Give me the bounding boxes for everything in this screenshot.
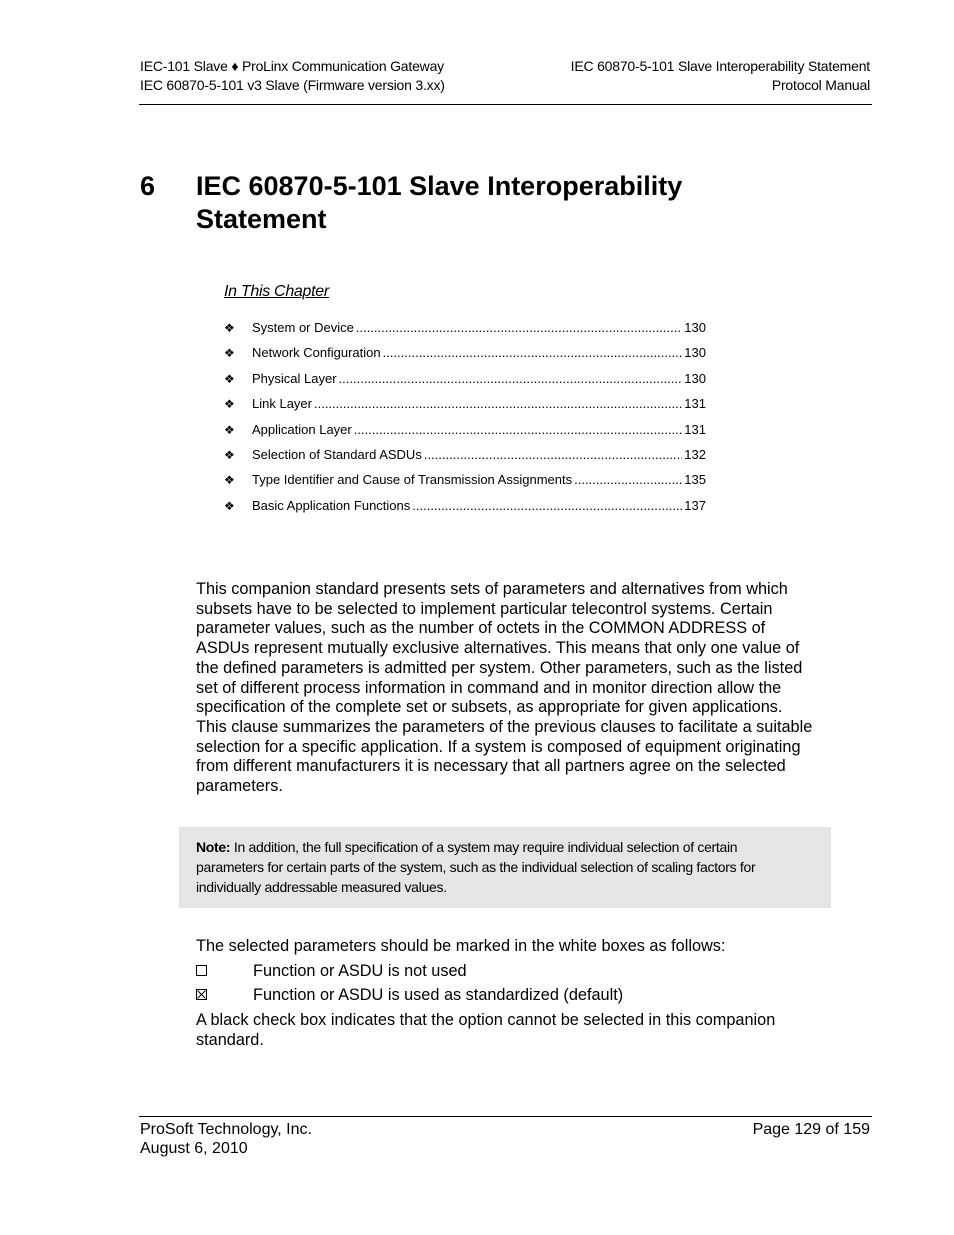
toc-item[interactable] [224,422,706,447]
note-label: Note: [196,839,231,855]
toc-leader-dots [339,371,683,386]
chapter-title [196,170,796,236]
footer-divider [139,1116,872,1117]
toc-item-page: 131 [684,396,706,412]
footer-company: ProSoft Technology, Inc. [140,1121,312,1138]
diamond-bullet-icon: ❖ [224,422,235,437]
toc-leader-dots [424,447,682,462]
header-firmware-line: IEC 60870-5-101 v3 Slave (Firmware version 3.xx) [140,77,445,93]
chapter-title-line-2: Statement [196,204,327,234]
diamond-bullet-icon: ❖ [224,397,235,412]
diamond-bullet-icon: ❖ [224,447,235,462]
toc-item-title[interactable]: Selection of Standard ASDUs [252,446,422,462]
in-this-chapter-heading: In This Chapter [224,283,329,300]
empty-checkbox-icon [196,965,207,976]
toc-item-page: 131 [684,421,706,437]
selection-intro: The selected parameters should be marked in the white boxes as follows: [196,937,726,955]
closing-paragraph: A black check box indicates that the option cannot be selected in this companion standard. [196,1011,776,1049]
toc-item-title[interactable]: Link Layer [252,396,312,412]
diamond-bullet-icon: ❖ [224,371,235,386]
diamond-bullet-icon: ❖ [224,321,235,335]
footer-date: August 6, 2010 [140,1140,248,1157]
toc-leader-dots [356,320,682,335]
footer-left [140,1120,312,1158]
toc-item-title[interactable]: Network Configuration [252,345,381,361]
toc-item[interactable] [224,447,706,472]
diamond-bullet-icon: ❖ [224,498,235,513]
toc-leader-dots [383,345,683,360]
toc-leader-dots [354,422,683,437]
toc-item-title[interactable]: Physical Layer [252,370,337,386]
legend-label: Function or ASDU is used as standardized (default) [253,986,624,1004]
toc-leader-dots [574,472,682,487]
chapter-number: 6 [140,171,156,201]
toc-item-page: 130 [684,345,706,361]
toc-item-title[interactable]: Type Identifier and Cause of Transmission Assignments [252,472,573,488]
legend-label: Function or ASDU is not used [253,962,467,980]
toc-leader-dots [412,498,682,513]
header-manual-name: Protocol Manual [771,77,870,93]
header-left [140,57,445,95]
footer-page-number: Page 129 of 159 [752,1121,870,1138]
header-right [571,57,870,95]
crossed-checkbox-icon [196,989,207,1000]
intro-paragraph: This companion standard presents sets of parameters and alternatives from which subsets have to be selected to implement particular telecontrol systems. Certain parameter values, such as the number of octets in the COMMON ADDRESS of ASDUs represent mutually exclusive alternatives. This means that only one value of the defined parameters is admitted per system. Other parameters, such as the listed set of different process information in command and in monitor direction allow the specification of the complete set or subsets, as appropriate for given applications. This clause summarizes the parameters of the previous clauses to facilitate a suitable selection for a specific application. If a system is composed of equipment originating from different manufacturers it is necessary that all partners agree on the selected parameters. [196,580,813,796]
chapter-toc [224,320,706,523]
toc-item[interactable] [224,320,706,345]
toc-item[interactable] [224,396,706,421]
note-body: In addition, the full specification of a system may require individual selection of certain parameters for certain parts of the system, such as the individual selection of scaling factors for individually addressable measured values. [196,839,756,895]
header-product-line: IEC-101 Slave ♦ ProLinx Communication Gateway [140,58,444,74]
note-text [196,837,806,897]
toc-item-title[interactable]: Basic Application Functions [252,497,411,513]
diamond-bullet-icon: ❖ [224,346,235,361]
toc-item-title[interactable]: Application Layer [252,421,352,437]
toc-leader-dots [314,396,682,411]
toc-item[interactable] [224,472,706,497]
toc-item[interactable] [224,498,706,523]
header-divider [139,104,872,105]
toc-item-page: 130 [684,320,706,335]
header-section-title: IEC 60870-5-101 Slave Interoperability Statement [570,58,870,74]
toc-item[interactable] [224,345,706,370]
toc-item-title[interactable]: System or Device [252,320,354,335]
diamond-bullet-icon: ❖ [224,473,235,488]
toc-item-page: 137 [684,497,706,513]
toc-item-page: 132 [684,446,706,462]
note-box [179,827,831,908]
toc-item-page: 130 [684,370,706,386]
toc-item-page: 135 [684,472,706,488]
toc-item[interactable] [224,371,706,396]
chapter-title-line-1: IEC 60870-5-101 Slave Interoperability [196,171,683,201]
